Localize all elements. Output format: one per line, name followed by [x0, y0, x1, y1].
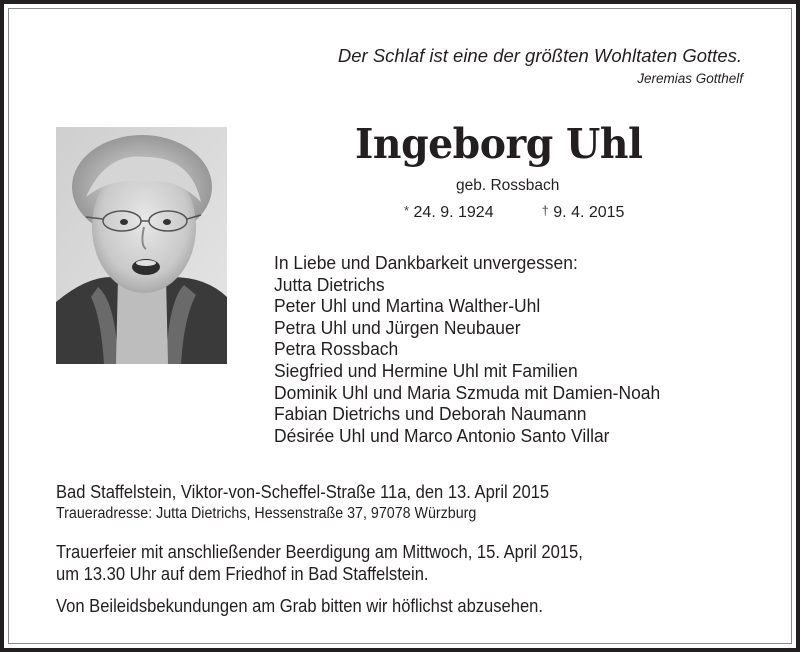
mourners-intro: In Liebe und Dankbarkeit unvergessen: [274, 253, 578, 273]
deceased-name: Ingeborg Uhl [355, 120, 643, 168]
death-date: 9. 4. 2015 [553, 204, 625, 221]
mourner-item: Peter Uhl und Martina Walther-Uhl [274, 296, 541, 317]
place-and-date: Bad Staffelstein, Viktor-von-Scheffel-Straße 11a, den 13. April 2015 [56, 482, 550, 502]
funeral-details-line-2: um 13.30 Uhr auf dem Friedhof in Bad Staffelstein. [56, 564, 429, 584]
portrait-photo [56, 127, 227, 364]
mourner-item: Dominik Uhl und Maria Szmuda mit Damien-Noah [274, 382, 661, 403]
maiden-name: geb. Rossbach [456, 177, 560, 194]
mourner-item: Fabian Dietrichs und Deborah Naumann [274, 404, 587, 425]
mourners-list [274, 253, 672, 447]
mourning-address: Traueradresse: Jutta Dietrichs, Hessenstraße 37, 97078 Würzburg [56, 505, 477, 522]
birth-asterisk-icon: * [404, 203, 410, 218]
funeral-details-line-1: Trauerfeier mit anschließender Beerdigung am Mittwoch, 15. April 2015, [56, 542, 583, 562]
mourner-item: Petra Rossbach [274, 339, 399, 360]
life-dates [404, 204, 624, 222]
epigraph-quote: Der Schlaf ist eine der größten Wohltaten Gottes. [337, 45, 742, 66]
mourner-item: Petra Uhl und Jürgen Neubauer [274, 317, 521, 338]
birth-date: 24. 9. 1924 [413, 204, 494, 221]
funeral-details [56, 541, 583, 585]
death-dagger-icon: † [541, 203, 549, 218]
portrait-photo-icon [56, 127, 227, 364]
condolence-note: Von Beileidsbekundungen am Grab bitten wir höflichst abzusehen. [56, 596, 543, 616]
mourner-item: Siegfried und Hermine Uhl mit Familien [274, 360, 578, 381]
mourner-item: Désirée Uhl und Marco Antonio Santo Villar [274, 425, 610, 446]
epigraph-author: Jeremias Gotthelf [637, 71, 743, 86]
mourner-item: Jutta Dietrichs [274, 274, 385, 295]
